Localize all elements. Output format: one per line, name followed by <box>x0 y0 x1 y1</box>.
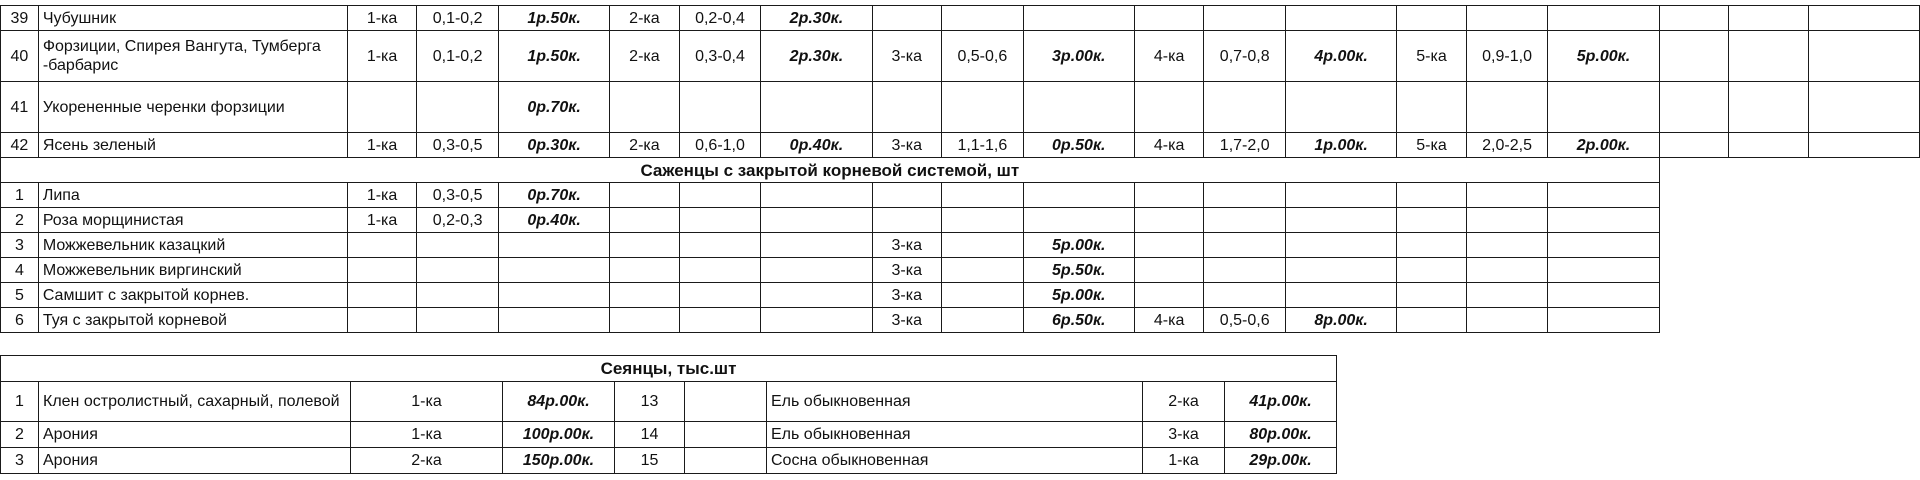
grade-cell: 3-ка <box>872 31 942 82</box>
grade-cell: 1-ка <box>351 422 503 448</box>
price-cell: 2р.00к. <box>1548 133 1659 158</box>
height-cell <box>679 82 761 133</box>
grade-cell: 3-ка <box>872 308 942 333</box>
grade-cell <box>872 183 942 208</box>
row-number: 2 <box>1 208 39 233</box>
grade-cell: 2-ка <box>610 6 680 31</box>
grade-cell: 1-ка <box>1143 448 1225 474</box>
table-row <box>1 233 1920 258</box>
grade-cell: 1-ка <box>347 31 417 82</box>
seedlings-table <box>0 355 1337 474</box>
row-number: 6 <box>1 308 39 333</box>
main-rows <box>1 6 1920 158</box>
empty-cell <box>610 308 680 333</box>
grade-cell: 2-ка <box>610 31 680 82</box>
empty-cell <box>1809 133 1920 158</box>
price-cell <box>1286 233 1397 258</box>
height-cell: 0,3-0,4 <box>679 31 761 82</box>
grade-cell <box>1134 82 1204 133</box>
price-cell: 100р.00к. <box>503 422 615 448</box>
price-cell <box>498 258 609 283</box>
empty-cell <box>942 258 1024 283</box>
price-cell <box>498 233 609 258</box>
price-cell: 1р.50к. <box>498 6 609 31</box>
row-number: 1 <box>1 382 39 422</box>
height-cell <box>1204 6 1286 31</box>
height-cell <box>1204 208 1286 233</box>
plant-name: Арония <box>39 422 351 448</box>
grade-cell: 1-ка <box>347 208 417 233</box>
grade-cell <box>872 6 942 31</box>
price-cell: 0р.40к. <box>498 208 609 233</box>
price-cell: 0р.70к. <box>498 82 609 133</box>
height-cell: 0,2-0,4 <box>679 6 761 31</box>
empty-cell <box>1466 183 1548 208</box>
height-cell: 0,1-0,2 <box>417 31 499 82</box>
grade-cell: 3-ка <box>1143 422 1225 448</box>
table-row <box>1 82 1920 133</box>
price-cell <box>1286 258 1397 283</box>
empty-cell <box>1728 133 1809 158</box>
height-cell: 1,1-1,6 <box>942 133 1024 158</box>
empty-cell <box>679 233 761 258</box>
empty-cell <box>1548 183 1659 208</box>
plant-name: Ясень зеленый <box>38 133 347 158</box>
price-cell <box>1023 6 1134 31</box>
price-cell <box>1548 82 1659 133</box>
grade-cell <box>610 82 680 133</box>
row-number: 5 <box>1 283 39 308</box>
price-cell: 1р.50к. <box>498 31 609 82</box>
closed-root-rows <box>1 183 1920 333</box>
price-cell <box>1023 82 1134 133</box>
row-number: 3 <box>1 448 39 474</box>
row-number: 42 <box>1 133 39 158</box>
empty-cell <box>1659 133 1728 158</box>
empty-cell <box>1659 31 1728 82</box>
price-cell <box>761 82 872 133</box>
empty-cell <box>1548 208 1659 233</box>
height-cell <box>417 233 499 258</box>
height-cell <box>417 308 499 333</box>
empty-cell <box>610 283 680 308</box>
price-cell: 0р.40к. <box>761 133 872 158</box>
grade-cell: 2-ка <box>351 448 503 474</box>
empty-cell <box>610 208 680 233</box>
empty-cell <box>1728 6 1809 31</box>
empty-cell <box>1728 31 1809 82</box>
grade-cell: 1-ка <box>347 133 417 158</box>
row-number: 15 <box>615 448 685 474</box>
price-cell: 2р.30к. <box>761 31 872 82</box>
plant-name: Роза морщинистая <box>38 208 347 233</box>
empty-cell <box>685 422 767 448</box>
empty-cell <box>1548 308 1659 333</box>
empty-cell <box>679 208 761 233</box>
empty-cell <box>679 183 761 208</box>
plant-name: Самшит с закрытой корнев. <box>38 283 347 308</box>
plant-name: Ель обыкновенная <box>767 382 1143 422</box>
price-cell: 80р.00к. <box>1225 422 1337 448</box>
empty-cell <box>1548 233 1659 258</box>
price-cell: 3р.00к. <box>1023 31 1134 82</box>
grade-cell: 2-ка <box>610 133 680 158</box>
grade-cell <box>1397 6 1467 31</box>
empty-cell <box>1809 31 1920 82</box>
row-number: 14 <box>615 422 685 448</box>
plant-name: Арония <box>39 448 351 474</box>
empty-cell <box>1809 6 1920 31</box>
price-cell: 29р.00к. <box>1225 448 1337 474</box>
height-cell: 0,2-0,3 <box>417 208 499 233</box>
table-row <box>1 422 1337 448</box>
height-cell <box>1204 283 1286 308</box>
empty-cell <box>1466 283 1548 308</box>
height-cell: 1,7-2,0 <box>1204 133 1286 158</box>
empty-cell <box>761 258 872 283</box>
height-cell <box>1204 82 1286 133</box>
empty-cell <box>1397 308 1467 333</box>
section-heading-closed-root: Саженцы с закрытой корневой системой, шт <box>1 158 1660 183</box>
price-table-main <box>0 5 1920 333</box>
price-cell <box>498 283 609 308</box>
height-cell: 0,5-0,6 <box>942 31 1024 82</box>
price-cell: 5р.00к. <box>1023 233 1134 258</box>
price-cell <box>1286 82 1397 133</box>
empty-cell <box>761 183 872 208</box>
price-cell: 5р.00к. <box>1023 283 1134 308</box>
grade-cell: 3-ка <box>872 233 942 258</box>
empty-cell <box>1548 283 1659 308</box>
plant-name: Клен остролистный, сахарный, полевой <box>39 382 351 422</box>
table-row <box>1 183 1920 208</box>
price-cell: 0р.30к. <box>498 133 609 158</box>
empty-cell <box>942 233 1024 258</box>
row-number: 13 <box>615 382 685 422</box>
grade-cell: 1-ка <box>347 183 417 208</box>
grade-cell <box>347 82 417 133</box>
table-row <box>1 258 1920 283</box>
price-cell: 1р.00к. <box>1286 133 1397 158</box>
grade-cell: 5-ка <box>1397 133 1467 158</box>
empty-cell <box>1466 233 1548 258</box>
empty-cell <box>685 382 767 422</box>
table-row <box>1 308 1920 333</box>
row-number: 40 <box>1 31 39 82</box>
grade-cell <box>1134 183 1204 208</box>
grade-cell <box>1134 6 1204 31</box>
table-row <box>1 31 1920 82</box>
height-cell: 2,0-2,5 <box>1466 133 1548 158</box>
grade-cell: 1-ка <box>347 6 417 31</box>
height-cell <box>417 258 499 283</box>
grade-cell <box>872 82 942 133</box>
height-cell <box>942 6 1024 31</box>
price-cell: 5р.50к. <box>1023 258 1134 283</box>
grade-cell: 3-ка <box>872 133 942 158</box>
grade-cell: 3-ка <box>872 258 942 283</box>
grade-cell <box>1397 82 1467 133</box>
empty-cell <box>679 283 761 308</box>
grade-cell: 5-ка <box>1397 31 1467 82</box>
grade-cell <box>1134 258 1204 283</box>
height-cell: 0,5-0,6 <box>1204 308 1286 333</box>
price-cell <box>1286 6 1397 31</box>
empty-cell <box>942 208 1024 233</box>
price-cell <box>1023 183 1134 208</box>
height-cell <box>417 283 499 308</box>
plant-name: Можжевельник казацкий <box>38 233 347 258</box>
empty-cell <box>610 233 680 258</box>
grade-cell <box>1134 233 1204 258</box>
empty-cell <box>1397 183 1467 208</box>
plant-name: Можжевельник виргинский <box>38 258 347 283</box>
height-cell: 0,1-0,2 <box>417 6 499 31</box>
price-cell: 2р.30к. <box>761 6 872 31</box>
grade-cell <box>872 208 942 233</box>
empty-cell <box>1397 283 1467 308</box>
plant-name: Ель обыкновенная <box>767 422 1143 448</box>
price-cell <box>1286 283 1397 308</box>
price-cell: 4р.00к. <box>1286 31 1397 82</box>
empty-cell <box>1728 82 1809 133</box>
empty-cell <box>610 258 680 283</box>
empty-cell <box>761 308 872 333</box>
price-cell: 6р.50к. <box>1023 308 1134 333</box>
grade-cell <box>347 233 417 258</box>
height-cell: 0,3-0,5 <box>417 183 499 208</box>
empty-cell <box>942 283 1024 308</box>
table-row <box>1 208 1920 233</box>
empty-cell <box>1659 82 1728 133</box>
row-number: 41 <box>1 82 39 133</box>
table-row <box>1 382 1337 422</box>
grade-cell: 2-ка <box>1143 382 1225 422</box>
price-cell: 0р.50к. <box>1023 133 1134 158</box>
row-number: 4 <box>1 258 39 283</box>
plant-name: Форзиции, Спирея Вангута, Тумберга -барбарис <box>38 31 347 82</box>
price-cell: 150р.00к. <box>503 448 615 474</box>
plant-name: Укорененные черенки форзиции <box>38 82 347 133</box>
price-cell <box>1286 208 1397 233</box>
height-cell <box>417 82 499 133</box>
empty-cell <box>761 283 872 308</box>
plant-name: Туя с закрытой корневой <box>38 308 347 333</box>
plant-name: Чубушник <box>38 6 347 31</box>
table-row <box>1 448 1337 474</box>
grade-cell: 4-ка <box>1134 133 1204 158</box>
grade-cell: 4-ка <box>1134 308 1204 333</box>
table-row <box>1 283 1920 308</box>
price-cell: 5р.00к. <box>1548 31 1659 82</box>
grade-cell: 3-ка <box>872 283 942 308</box>
grade-cell: 4-ка <box>1134 31 1204 82</box>
price-cell: 84р.00к. <box>503 382 615 422</box>
height-cell: 0,9-1,0 <box>1466 31 1548 82</box>
empty-cell <box>1659 6 1728 31</box>
plant-name: Липа <box>38 183 347 208</box>
empty-cell <box>942 183 1024 208</box>
row-number: 3 <box>1 233 39 258</box>
height-cell <box>1466 6 1548 31</box>
price-cell <box>1548 6 1659 31</box>
height-cell: 0,3-0,5 <box>417 133 499 158</box>
price-cell <box>498 308 609 333</box>
table-row <box>1 6 1920 31</box>
seedlings-rows <box>1 382 1337 474</box>
empty-cell <box>610 183 680 208</box>
price-cell: 0р.70к. <box>498 183 609 208</box>
table-row <box>1 133 1920 158</box>
empty-cell <box>761 233 872 258</box>
empty-cell <box>1809 82 1920 133</box>
empty-cell <box>1466 258 1548 283</box>
grade-cell <box>347 258 417 283</box>
empty-cell <box>761 208 872 233</box>
height-cell: 0,6-1,0 <box>679 133 761 158</box>
height-cell <box>942 82 1024 133</box>
empty-cell <box>1397 208 1467 233</box>
empty-cell <box>679 258 761 283</box>
price-cell: 41р.00к. <box>1225 382 1337 422</box>
grade-cell <box>347 308 417 333</box>
height-cell <box>1466 82 1548 133</box>
grade-cell: 1-ка <box>351 382 503 422</box>
empty-cell <box>1548 258 1659 283</box>
row-number: 2 <box>1 422 39 448</box>
row-number: 1 <box>1 183 39 208</box>
empty-cell <box>679 308 761 333</box>
plant-name: Сосна обыкновенная <box>767 448 1143 474</box>
empty-cell <box>1466 308 1548 333</box>
empty-cell <box>942 308 1024 333</box>
row-number: 39 <box>1 6 39 31</box>
height-cell: 0,7-0,8 <box>1204 31 1286 82</box>
empty-cell <box>1397 233 1467 258</box>
grade-cell <box>1134 283 1204 308</box>
section-heading-seedlings: Сеянцы, тыс.шт <box>1 356 1337 382</box>
empty-cell <box>685 448 767 474</box>
empty-cell <box>1466 208 1548 233</box>
empty-cell <box>1397 258 1467 283</box>
height-cell <box>1204 233 1286 258</box>
height-cell <box>1204 258 1286 283</box>
grade-cell <box>347 283 417 308</box>
price-cell <box>1023 208 1134 233</box>
price-cell: 8р.00к. <box>1286 308 1397 333</box>
height-cell <box>1204 183 1286 208</box>
grade-cell <box>1134 208 1204 233</box>
price-cell <box>1286 183 1397 208</box>
